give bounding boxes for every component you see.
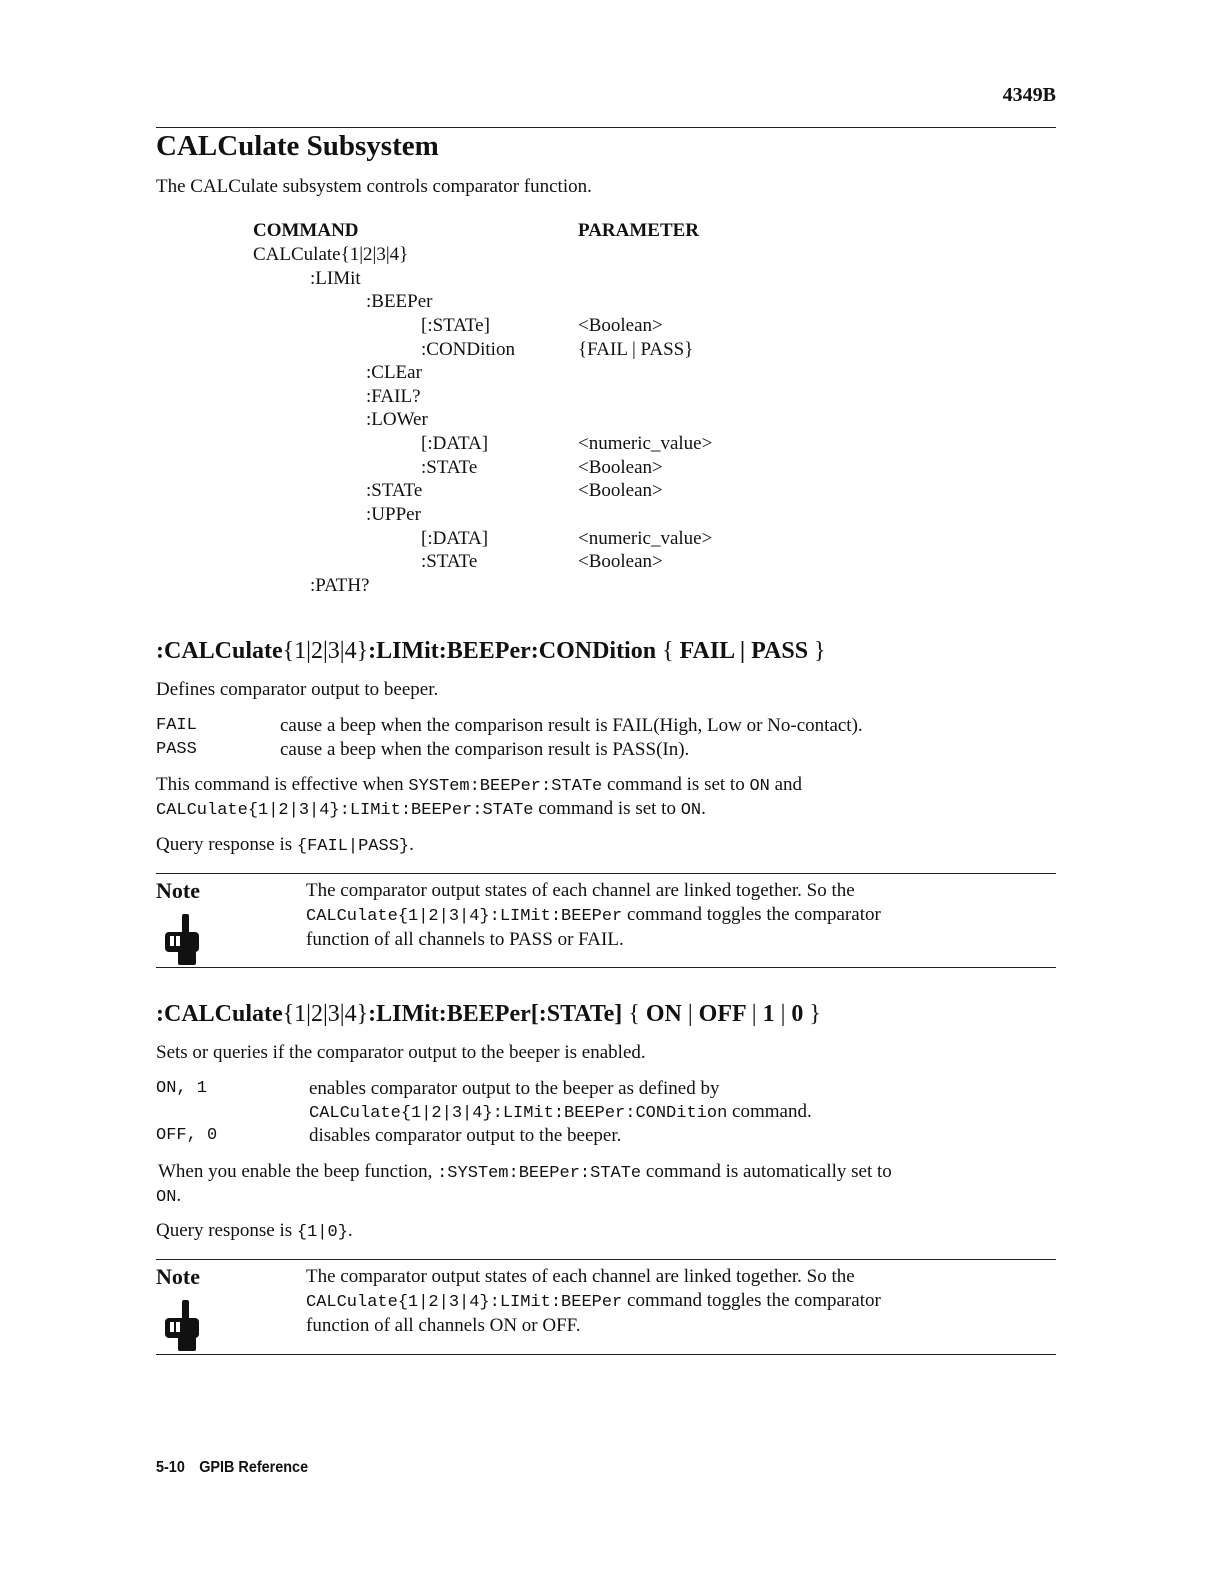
parameter-cell: <numeric_value> [578, 433, 713, 454]
term-on: ON, 1 [156, 1079, 208, 1098]
note-top-rule [156, 873, 1056, 874]
effective-paragraph-line2: CALCulate{1|2|3|4}:LIMit:BEEPer:STATe command is set to ON. [156, 798, 706, 820]
command-column-header: COMMAND [253, 220, 359, 241]
query-response: Query response is {1|0}. [156, 1220, 353, 1242]
note-body: The comparator output states of each channel are linked together. So the CALCulate{1|2|3|4}:LIMit:BEEPer command toggles the comparator function of all channels to PASS or FAIL. [306, 880, 881, 950]
definition-pass: cause a beep when the comparison result is PASS(In). [280, 739, 690, 760]
header-rule [156, 127, 1056, 128]
page-footer [156, 1459, 322, 1477]
command-row: :LOWer [366, 409, 428, 430]
section-heading-beeper-condition: :CALCulate{1|2|3|4}:LIMit:BEEPer:CONDition { FAIL | PASS } [156, 638, 826, 664]
note-top-rule [156, 1259, 1056, 1260]
command-row: CALCulate{1|2|3|4} [253, 244, 409, 265]
pointing-hand-icon [160, 914, 204, 966]
definition-fail: cause a beep when the comparison result is FAIL(High, Low or No-contact). [280, 715, 863, 736]
note-bottom-rule [156, 1354, 1056, 1355]
note-body: The comparator output states of each channel are linked together. So the CALCulate{1|2|3|4}:LIMit:BEEPer command toggles the comparator function of all channels ON or OFF. [306, 1266, 881, 1336]
definition-off: disables comparator output to the beeper. [309, 1125, 622, 1146]
term-fail: FAIL [156, 716, 197, 735]
command-row: [:STATe] [421, 315, 490, 336]
command-row: :FAIL? [366, 386, 421, 407]
command-row: [:DATA] [421, 528, 489, 549]
note-bottom-rule [156, 967, 1056, 968]
command-row: :STATe [421, 551, 478, 572]
command-row: :UPPer [366, 504, 421, 525]
enable-paragraph-line1: When you enable the beep function, :SYSTem:BEEPer:STATe command is automatically set to [158, 1161, 892, 1183]
enable-paragraph-line2: ON. [156, 1185, 182, 1207]
query-response: Query response is {FAIL|PASS}. [156, 834, 414, 856]
term-off: OFF, 0 [156, 1126, 218, 1145]
parameter-column-header: PARAMETER [578, 220, 700, 241]
command-row: :CONDition [421, 339, 515, 360]
pointing-hand-icon [160, 1300, 204, 1352]
command-row: :STATe [421, 457, 478, 478]
effective-paragraph-line1: This command is effective when SYSTem:BEEPer:STATe command is set to ON and [156, 774, 803, 796]
document-id: 4349B [1002, 84, 1056, 106]
note-label: Note [156, 1264, 200, 1289]
section-heading-beeper-state: :CALCulate{1|2|3|4}:LIMit:BEEPer[:STATe] { ON | OFF | 1 | 0 } [156, 1001, 821, 1027]
section-description: Sets or queries if the comparator output to the beeper is enabled. [156, 1042, 646, 1063]
command-row: [:DATA] [421, 433, 489, 454]
parameter-cell: <Boolean> [578, 315, 663, 336]
command-row: :LIMit [310, 268, 361, 289]
page-number: 5-10 [156, 1459, 185, 1476]
command-row: :PATH? [310, 575, 370, 596]
page-title: CALCulate Subsystem [156, 130, 439, 162]
definition-on-continued: CALCulate{1|2|3|4}:LIMit:BEEPer:CONDition command. [309, 1101, 812, 1123]
parameter-cell: {FAIL | PASS} [578, 339, 694, 360]
parameter-cell: <Boolean> [578, 551, 663, 572]
command-row: :BEEPer [366, 291, 433, 312]
parameter-cell: <Boolean> [578, 480, 663, 501]
section-description: Defines comparator output to beeper. [156, 679, 439, 700]
term-pass: PASS [156, 740, 197, 759]
parameter-cell: <Boolean> [578, 457, 663, 478]
note-label: Note [156, 878, 200, 903]
footer-section-title: GPIB Reference [199, 1459, 309, 1476]
command-row: :CLEar [366, 362, 422, 383]
parameter-cell: <numeric_value> [578, 528, 713, 549]
command-row: :STATe [366, 480, 423, 501]
intro-text: The CALCulate subsystem controls comparator function. [156, 176, 592, 197]
definition-on: enables comparator output to the beeper as defined by [309, 1078, 720, 1099]
